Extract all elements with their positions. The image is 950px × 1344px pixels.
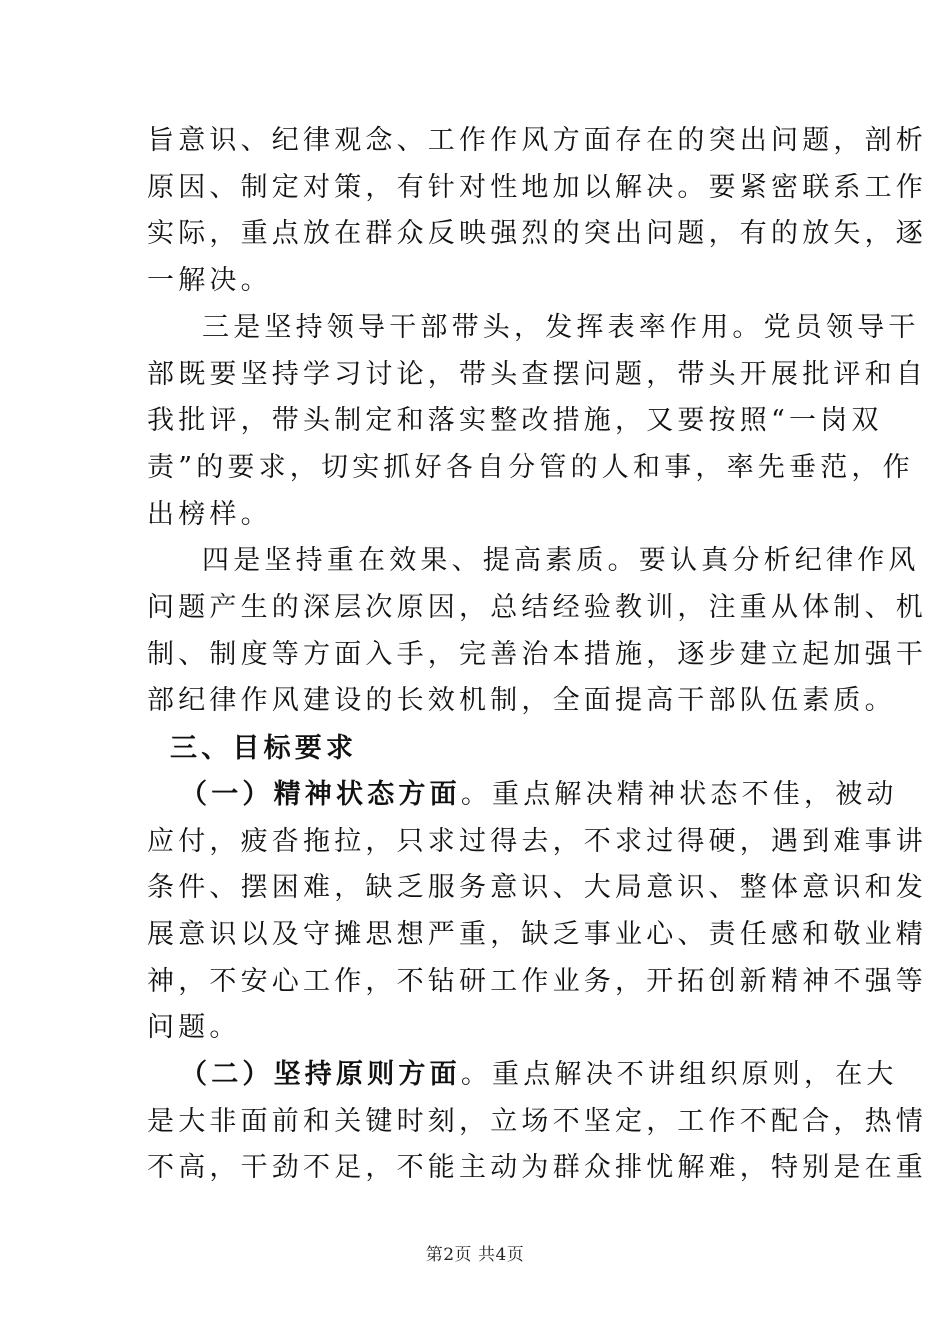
body-line: 三是坚持领导干部带头，发挥表率作用。党员领导干 [202, 312, 920, 343]
body-line: 出榜样。 [147, 499, 272, 530]
body-line: 部纪律作风建设的长效机制，全面提高干部队伍素质。 [147, 685, 896, 716]
body-line: 制、制度等方面入手，完善治本措施，逐步建立起加强干 [147, 639, 927, 670]
body-line: 原因、制定对策，有针对性地加以解决。要紧密联系工作 [147, 172, 927, 203]
body-line: 应付，疲沓拖拉，只求过得去，不求过得硬，遇到难事讲 [147, 826, 927, 857]
body-line: 是大非面前和关键时刻，立场不坚定，工作不配合，热情 [147, 1106, 927, 1137]
body-line: 神，不安心工作，不钻研工作业务，开拓创新精神不强等 [147, 966, 927, 997]
body-line: 一解决。 [147, 265, 272, 296]
paragraph-line [180, 775, 898, 815]
body-line: 旨意识、纪律观念、工作作风方面存在的突出问题，剖析 [147, 125, 927, 156]
body-line: 展意识以及守摊思想严重，缺乏事业心、责任感和敬业精 [147, 919, 927, 950]
body-line: 问题产生的深层次原因，总结经验教训，注重从体制、机 [147, 592, 927, 623]
body-line: 不高，干劲不足，不能主动为群众排忧解难，特别是在重 [147, 1152, 927, 1183]
body-line: 责”的要求，切实抓好各自分管的人和事，率先垂范，作 [147, 452, 914, 483]
subsection-title: （二）坚持原则方面 [180, 1059, 461, 1090]
section-heading: 三、目标要求 [170, 733, 358, 764]
body-line: 条件、摆困难，缺乏服务意识、大局意识、整体意识和发 [147, 872, 927, 903]
page-footer: 第2页 共4页 [425, 1245, 525, 1265]
body-text: 。重点解决不讲组织原则，在大 [460, 1059, 898, 1090]
body-line: 问题。 [147, 1012, 241, 1043]
body-text: 。重点解决精神状态不佳，被动 [460, 779, 898, 810]
body-line: 我批评，带头制定和落实整改措施，又要按照“一岗双 [147, 405, 883, 436]
subsection-title: （一）精神状态方面 [180, 779, 461, 810]
body-line: 四是坚持重在效果、提高素质。要认真分析纪律作风 [202, 545, 920, 576]
paragraph-line [180, 1055, 898, 1095]
body-line: 实际，重点放在群众反映强烈的突出问题，有的放矢，逐 [147, 218, 927, 249]
body-line: 部既要坚持学习讨论，带头查摆问题，带头开展批评和自 [147, 359, 927, 390]
